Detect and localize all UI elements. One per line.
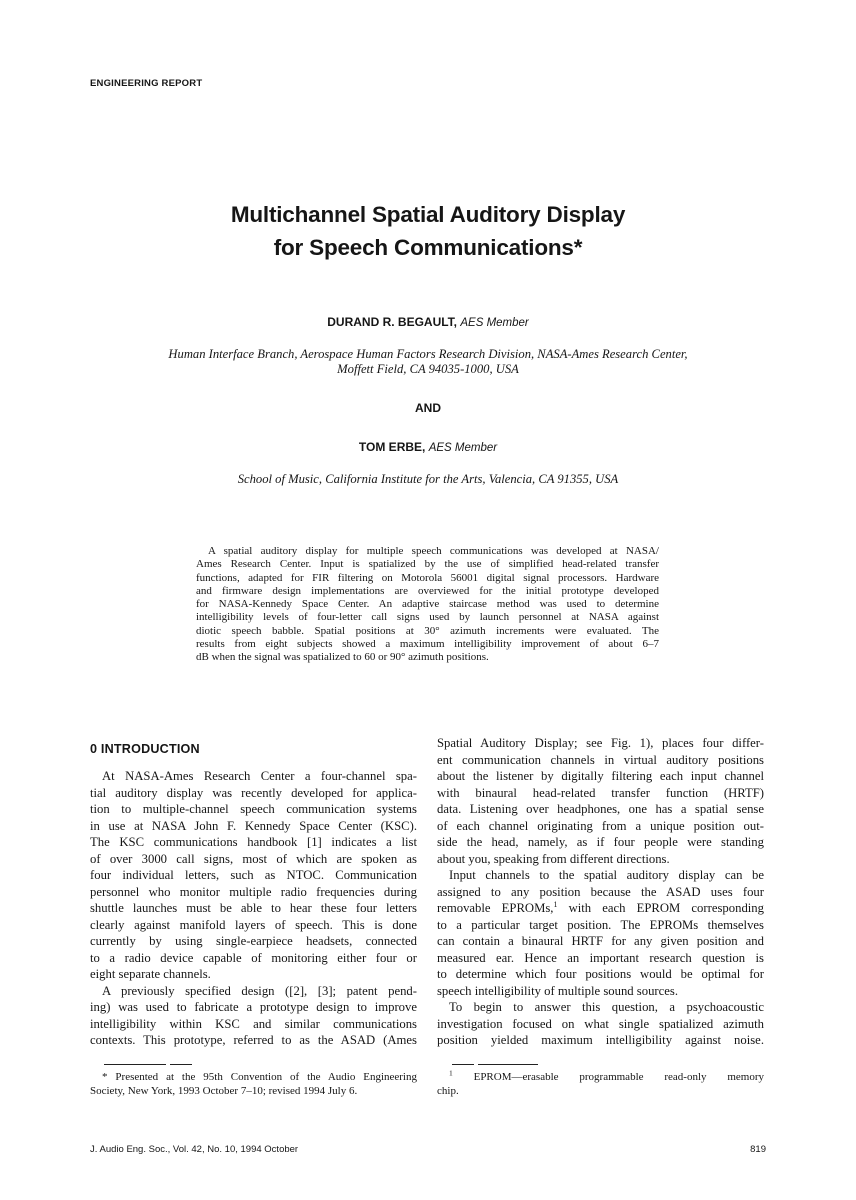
body-line: about the listener by digitally filtering each input channel	[437, 769, 764, 783]
author-2	[90, 440, 766, 454]
right-column	[437, 735, 764, 1049]
body-line: tion to multiple-channel speech communication systems	[90, 802, 417, 816]
body-line-part: with each EPROM corresponding	[557, 901, 764, 915]
footnote-left	[90, 1071, 417, 1098]
body-line-part: removable EPROMs,	[437, 901, 554, 915]
title-line-2: for Speech Communications*	[273, 235, 583, 260]
body-line: eight separate channels.	[90, 967, 211, 981]
body-line: At NASA-Ames Research Center a four-channel spa-	[102, 769, 417, 783]
footnote-rule-right	[478, 1064, 538, 1065]
body-line: Spatial Auditory Display; see Fig. 1), places four differ-	[437, 736, 764, 750]
abstract-line: dB when the signal was spatialized to 60 or 90° azimuth positions.	[196, 651, 489, 664]
body-line: about you, speaking from different directions.	[437, 851, 670, 866]
journal-footer: J. Audio Eng. Soc., Vol. 42, No. 10, 1994 October	[90, 1144, 299, 1155]
footnote-line: Society, New York, 1993 October 7–10; revised 1994 July 6.	[90, 1084, 358, 1097]
footnote-line: * Presented at the 95th Convention of the Audio Engineering	[102, 1071, 417, 1083]
body-line: ent communication channels in virtual auditory positions	[437, 752, 764, 767]
body-line: side the head, namely, as if four people were standing	[437, 835, 764, 849]
body-line: speech intelligibility of multiple sound sources.	[437, 983, 679, 998]
body-line: can contain a binaural HRTF for any given position and	[437, 934, 764, 948]
body-line: contexts. This prototype, referred to as the ASAD (Ames	[90, 1033, 417, 1047]
affiliation-1-line-2: Moffett Field, CA 94035-1000, USA	[337, 362, 519, 376]
body-line: in use at NASA John F. Kennedy Space Center (KSC).	[90, 818, 417, 833]
body-line: shuttle launches must be able to hear these four letters	[90, 901, 417, 915]
body-line: The KSC communications handbook [1] indicates a list	[90, 835, 417, 849]
footnote-text: EPROM—erasable programmable read-only memory	[473, 1071, 764, 1083]
body-line: measured ear. Hence an important research question is	[437, 950, 764, 965]
title-line-1: Multichannel Spatial Auditory Display	[230, 202, 626, 227]
body-line: of each channel originating from a unique position out-	[437, 818, 764, 833]
body-line: to determine which four positions would be optimal for	[437, 967, 764, 981]
body-line: to a particular target position. The EPROMs themselves	[437, 917, 764, 932]
page-number: 819	[750, 1144, 766, 1155]
author-2-membership: AES Member	[428, 442, 498, 454]
affiliation-2	[90, 472, 766, 487]
abstract-line: and firmware design implementations are overviewed for the initial prototype developed	[196, 584, 659, 597]
body-line: assigned to any position because the ASAD uses four	[437, 884, 764, 899]
section-heading: 0 INTRODUCTION	[90, 742, 200, 756]
body-line: currently by using single-earpiece headsets, connected	[90, 934, 417, 948]
footnote-reference: 1	[553, 899, 558, 909]
footnote-mark: 1	[449, 1068, 453, 1078]
body-line: four individual letters, such as NTOC. Communication	[90, 868, 417, 882]
footnote-rule-right-short	[452, 1064, 474, 1065]
body-line: investigation focused on what single spatialized azimuth	[437, 1016, 764, 1031]
footnote-line	[437, 1068, 764, 1085]
abstract-line: for NASA-Kennedy Space Center. An adaptive staircase method was used to determine	[196, 598, 659, 611]
affiliation-1	[90, 347, 766, 377]
left-column	[90, 768, 417, 1049]
body-line: position yielded maximum intelligibility against noise.	[437, 1033, 764, 1047]
abstract-line: A spatial auditory display for multiple speech communications was developed at NASA/	[208, 545, 659, 557]
body-line: A previously specified design ([2], [3]; patent pend-	[102, 983, 417, 998]
body-line: tial auditory display was recently developed for applica-	[90, 785, 417, 800]
paper-title	[90, 198, 766, 264]
body-line: To begin to answer this question, a psychoacoustic	[449, 1000, 764, 1014]
footnote-rule-left	[104, 1064, 166, 1065]
body-line: with binaural head-related transfer function (HRTF)	[437, 785, 764, 800]
affiliation-1-line-1: Human Interface Branch, Aerospace Human Factors Research Division, NASA-Ames Research Center,	[168, 347, 688, 361]
author-separator: AND	[415, 401, 441, 415]
author-1-name: DURAND R. BEGAULT,	[327, 315, 458, 329]
abstract-line: Ames Research Center. Input is spatialized by the use of simplified head-related transfer	[196, 558, 659, 571]
footnote-line: chip.	[437, 1084, 459, 1097]
abstract	[196, 545, 659, 665]
abstract-line: results from eight subjects showed a maximum intelligibility improvement of about 6–7	[196, 638, 659, 651]
footnote-right	[437, 1068, 764, 1098]
abstract-line: diotic speech babble. Spatial positions at 30° azimuth increments were evaluated. The	[196, 624, 659, 637]
body-line: to a radio device capable of monitoring either four or	[90, 950, 417, 965]
footnote-rule-left-short	[170, 1064, 192, 1065]
body-line: intelligibility within KSC and similar communications	[90, 1016, 417, 1031]
running-head: ENGINEERING REPORT	[90, 78, 203, 89]
abstract-line: functions, adapted for FIR filtering on Motorola 56001 digital signal processors. Hardware	[196, 571, 659, 584]
abstract-line: intelligibility levels of four-letter call signs used by launch personnel at NASA against	[196, 611, 659, 624]
body-line: of over 3000 call signs, most of which are spoken as	[90, 851, 417, 866]
author-2-name: TOM ERBE,	[358, 440, 426, 454]
body-line: data. Listening over headphones, one has a spatial sense	[437, 802, 764, 816]
body-line: clearly against manifold layers of speech. This is done	[90, 917, 417, 932]
affiliation-2-line: School of Music, California Institute for the Arts, Valencia, CA 91355, USA	[237, 472, 619, 486]
body-line: ing) was used to fabricate a prototype design to improve	[90, 1000, 417, 1014]
body-line: personnel who monitor multiple radio frequencies during	[90, 884, 417, 899]
body-line-with-footnote-ref	[437, 900, 764, 917]
author-1-membership: AES Member	[460, 317, 529, 329]
author-1	[90, 315, 766, 329]
body-line: Input channels to the spatial auditory display can be	[449, 868, 764, 882]
